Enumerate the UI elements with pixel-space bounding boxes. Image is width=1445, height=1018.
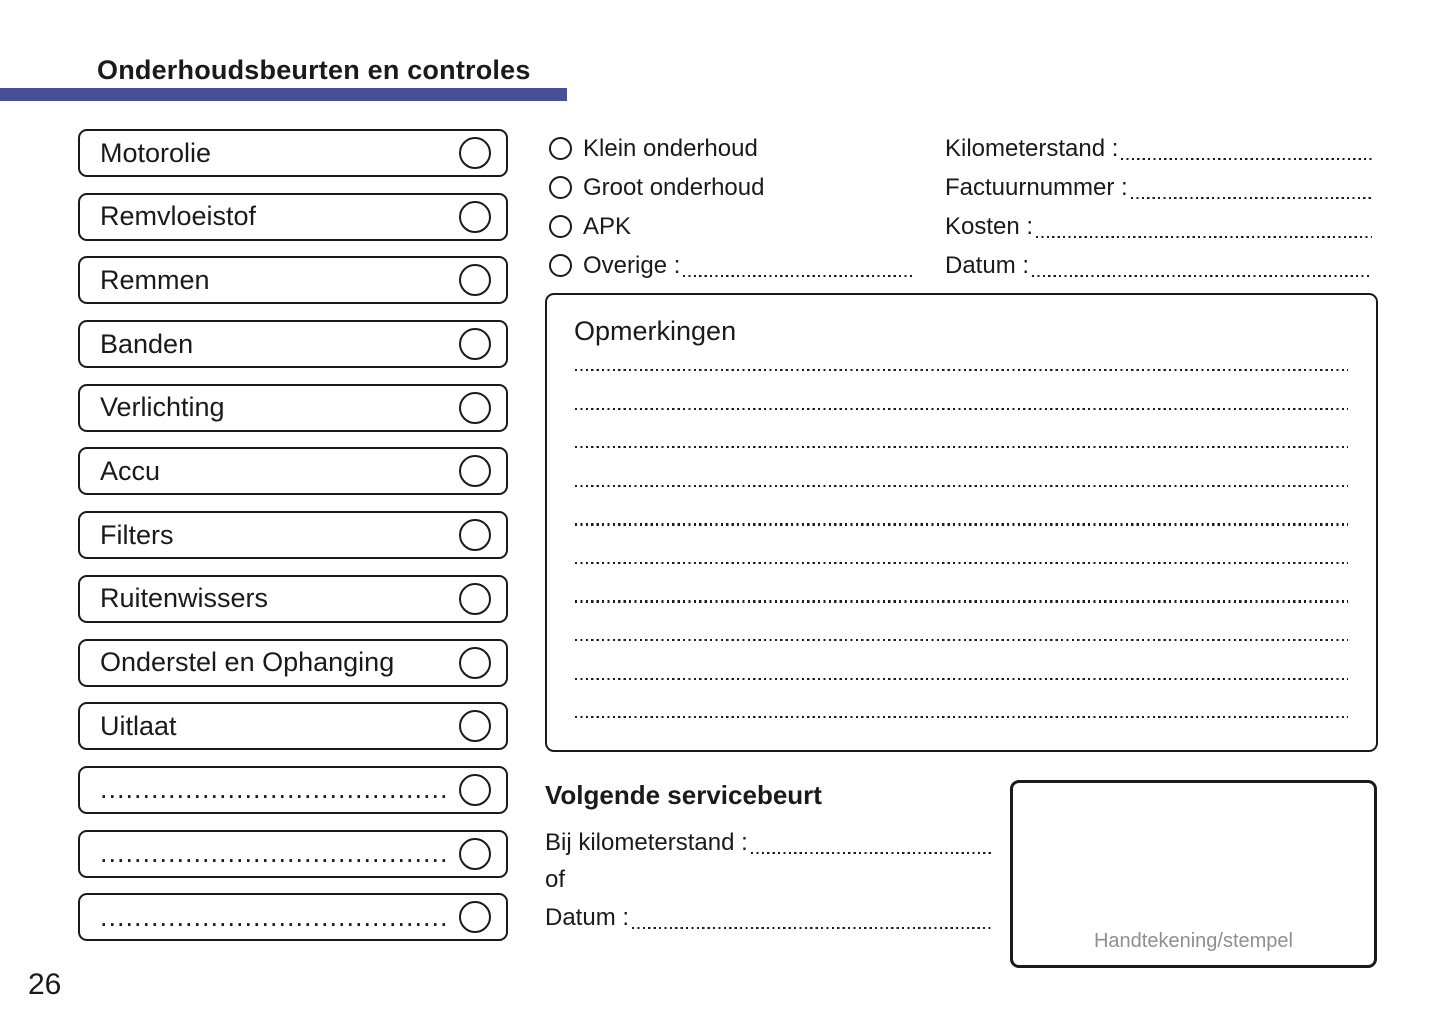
blank-fill-in-line[interactable]: ......................................... [100,774,449,805]
checklist-item-label: Uitlaat [100,710,177,741]
field-kosten [945,207,1372,246]
checklist-item-label: Remmen [100,264,210,295]
field-label: Kilometerstand : [945,134,1119,162]
checklist-item-label: Motorolie [100,137,212,168]
checklist-item-blank-3 [78,893,508,941]
checklist-item-label: Ruitenwissers [100,583,269,614]
field-kilometerstand [945,129,1372,168]
checklist-item-ruitenwissers [78,575,508,623]
check-circle[interactable] [459,901,491,933]
remarks-fill-in-line[interactable] [575,408,1348,410]
next-service-or-label: of [545,866,566,893]
checklist-item-motorolie [78,129,508,177]
next-service-km-label: Bij kilometerstand : [545,829,748,856]
remarks-fill-in-line[interactable] [575,639,1348,641]
remarks-fill-in-line[interactable] [575,523,1348,525]
check-circle[interactable] [459,455,491,487]
checklist-item-filters [78,511,508,559]
check-circle[interactable] [459,264,491,296]
check-circle[interactable] [459,774,491,806]
signature-label: Handtekening/stempel [1093,930,1293,952]
next-service-km-fill-in-line[interactable] [751,852,993,854]
checklist-item-label: Remvloeistof [100,201,257,232]
checklist-item-label: Filters [100,519,174,550]
title-accent-bar [0,88,567,101]
checklist-item-onderstel-en-ophanging [78,639,508,687]
next-service-date-fill-in-line[interactable] [632,927,993,929]
radio-label: Klein onderhoud [583,134,758,162]
field-label: Datum : [945,251,1030,279]
check-circle[interactable] [459,519,491,551]
check-circle[interactable] [459,838,491,870]
checklist-item-banden [78,320,508,368]
field-label: Factuurnummer : [945,173,1128,201]
checklist-item-label: Accu [100,455,161,486]
remarks-lines [575,369,1348,755]
datum-fill-in-line[interactable] [1032,275,1372,277]
radio-circle[interactable] [549,254,572,277]
next-service-title: Volgende servicebeurt [545,780,822,810]
page-number: 26 [28,968,62,1001]
radio-circle[interactable] [549,176,572,199]
remarks-fill-in-line[interactable] [575,446,1348,448]
blank-fill-in-line[interactable]: ......................................... [100,901,449,932]
remarks-box [545,293,1378,752]
checklist-item-accu [78,447,508,495]
check-circle[interactable] [459,583,491,615]
checklist-item-verlichting [78,384,508,432]
remarks-fill-in-line[interactable] [575,716,1348,718]
radio-label: Overige : [583,251,681,279]
service-details [945,129,1372,285]
remarks-fill-in-line[interactable] [575,562,1348,564]
radio-label: APK [583,212,632,240]
next-service-date-row [545,902,993,934]
next-service-date-label: Datum : [545,904,630,931]
field-datum [945,246,1372,285]
next-service-section [545,780,993,941]
signature-box[interactable] [1010,780,1377,968]
checklist-item-uitlaat [78,702,508,750]
service-type-option-apk[interactable] [549,207,949,246]
checklist-item-blank-2 [78,830,508,878]
overige-fill-in-line[interactable] [683,275,915,277]
service-type-group [549,129,949,285]
remarks-fill-in-line[interactable] [575,678,1348,680]
service-type-option-groot-onderhoud[interactable] [549,168,949,207]
radio-label: Groot onderhoud [583,173,765,201]
page-title: Onderhoudsbeurten en controles [97,55,531,85]
factuurnummer-fill-in-line[interactable] [1131,197,1372,199]
remarks-title: Opmerkingen [574,316,737,346]
check-circle[interactable] [459,328,491,360]
blank-fill-in-line[interactable]: ......................................... [100,838,449,869]
checklist-item-remmen [78,256,508,304]
remarks-fill-in-line[interactable] [575,369,1348,371]
check-circle[interactable] [459,647,491,679]
check-circle[interactable] [459,392,491,424]
checklist-item-label: Onderstel en Ophanging [100,647,395,677]
field-factuurnummer [945,168,1372,207]
radio-circle[interactable] [549,137,572,160]
field-label: Kosten : [945,212,1034,240]
kosten-fill-in-line[interactable] [1036,236,1372,238]
checklist-item-remvloeistof [78,193,508,241]
next-service-km-row [545,827,993,859]
maintenance-checklist [78,129,508,957]
check-circle[interactable] [459,137,491,169]
remarks-fill-in-line[interactable] [575,485,1348,487]
radio-circle[interactable] [549,215,572,238]
service-type-option-overige[interactable] [549,246,949,285]
kilometerstand-fill-in-line[interactable] [1121,158,1372,160]
checklist-item-label: Banden [100,328,194,359]
checklist-item-blank-1 [78,766,508,814]
check-circle[interactable] [459,710,491,742]
checklist-item-label: Verlichting [100,392,225,423]
remarks-fill-in-line[interactable] [575,600,1348,602]
check-circle[interactable] [459,201,491,233]
service-type-option-klein-onderhoud[interactable] [549,129,949,168]
